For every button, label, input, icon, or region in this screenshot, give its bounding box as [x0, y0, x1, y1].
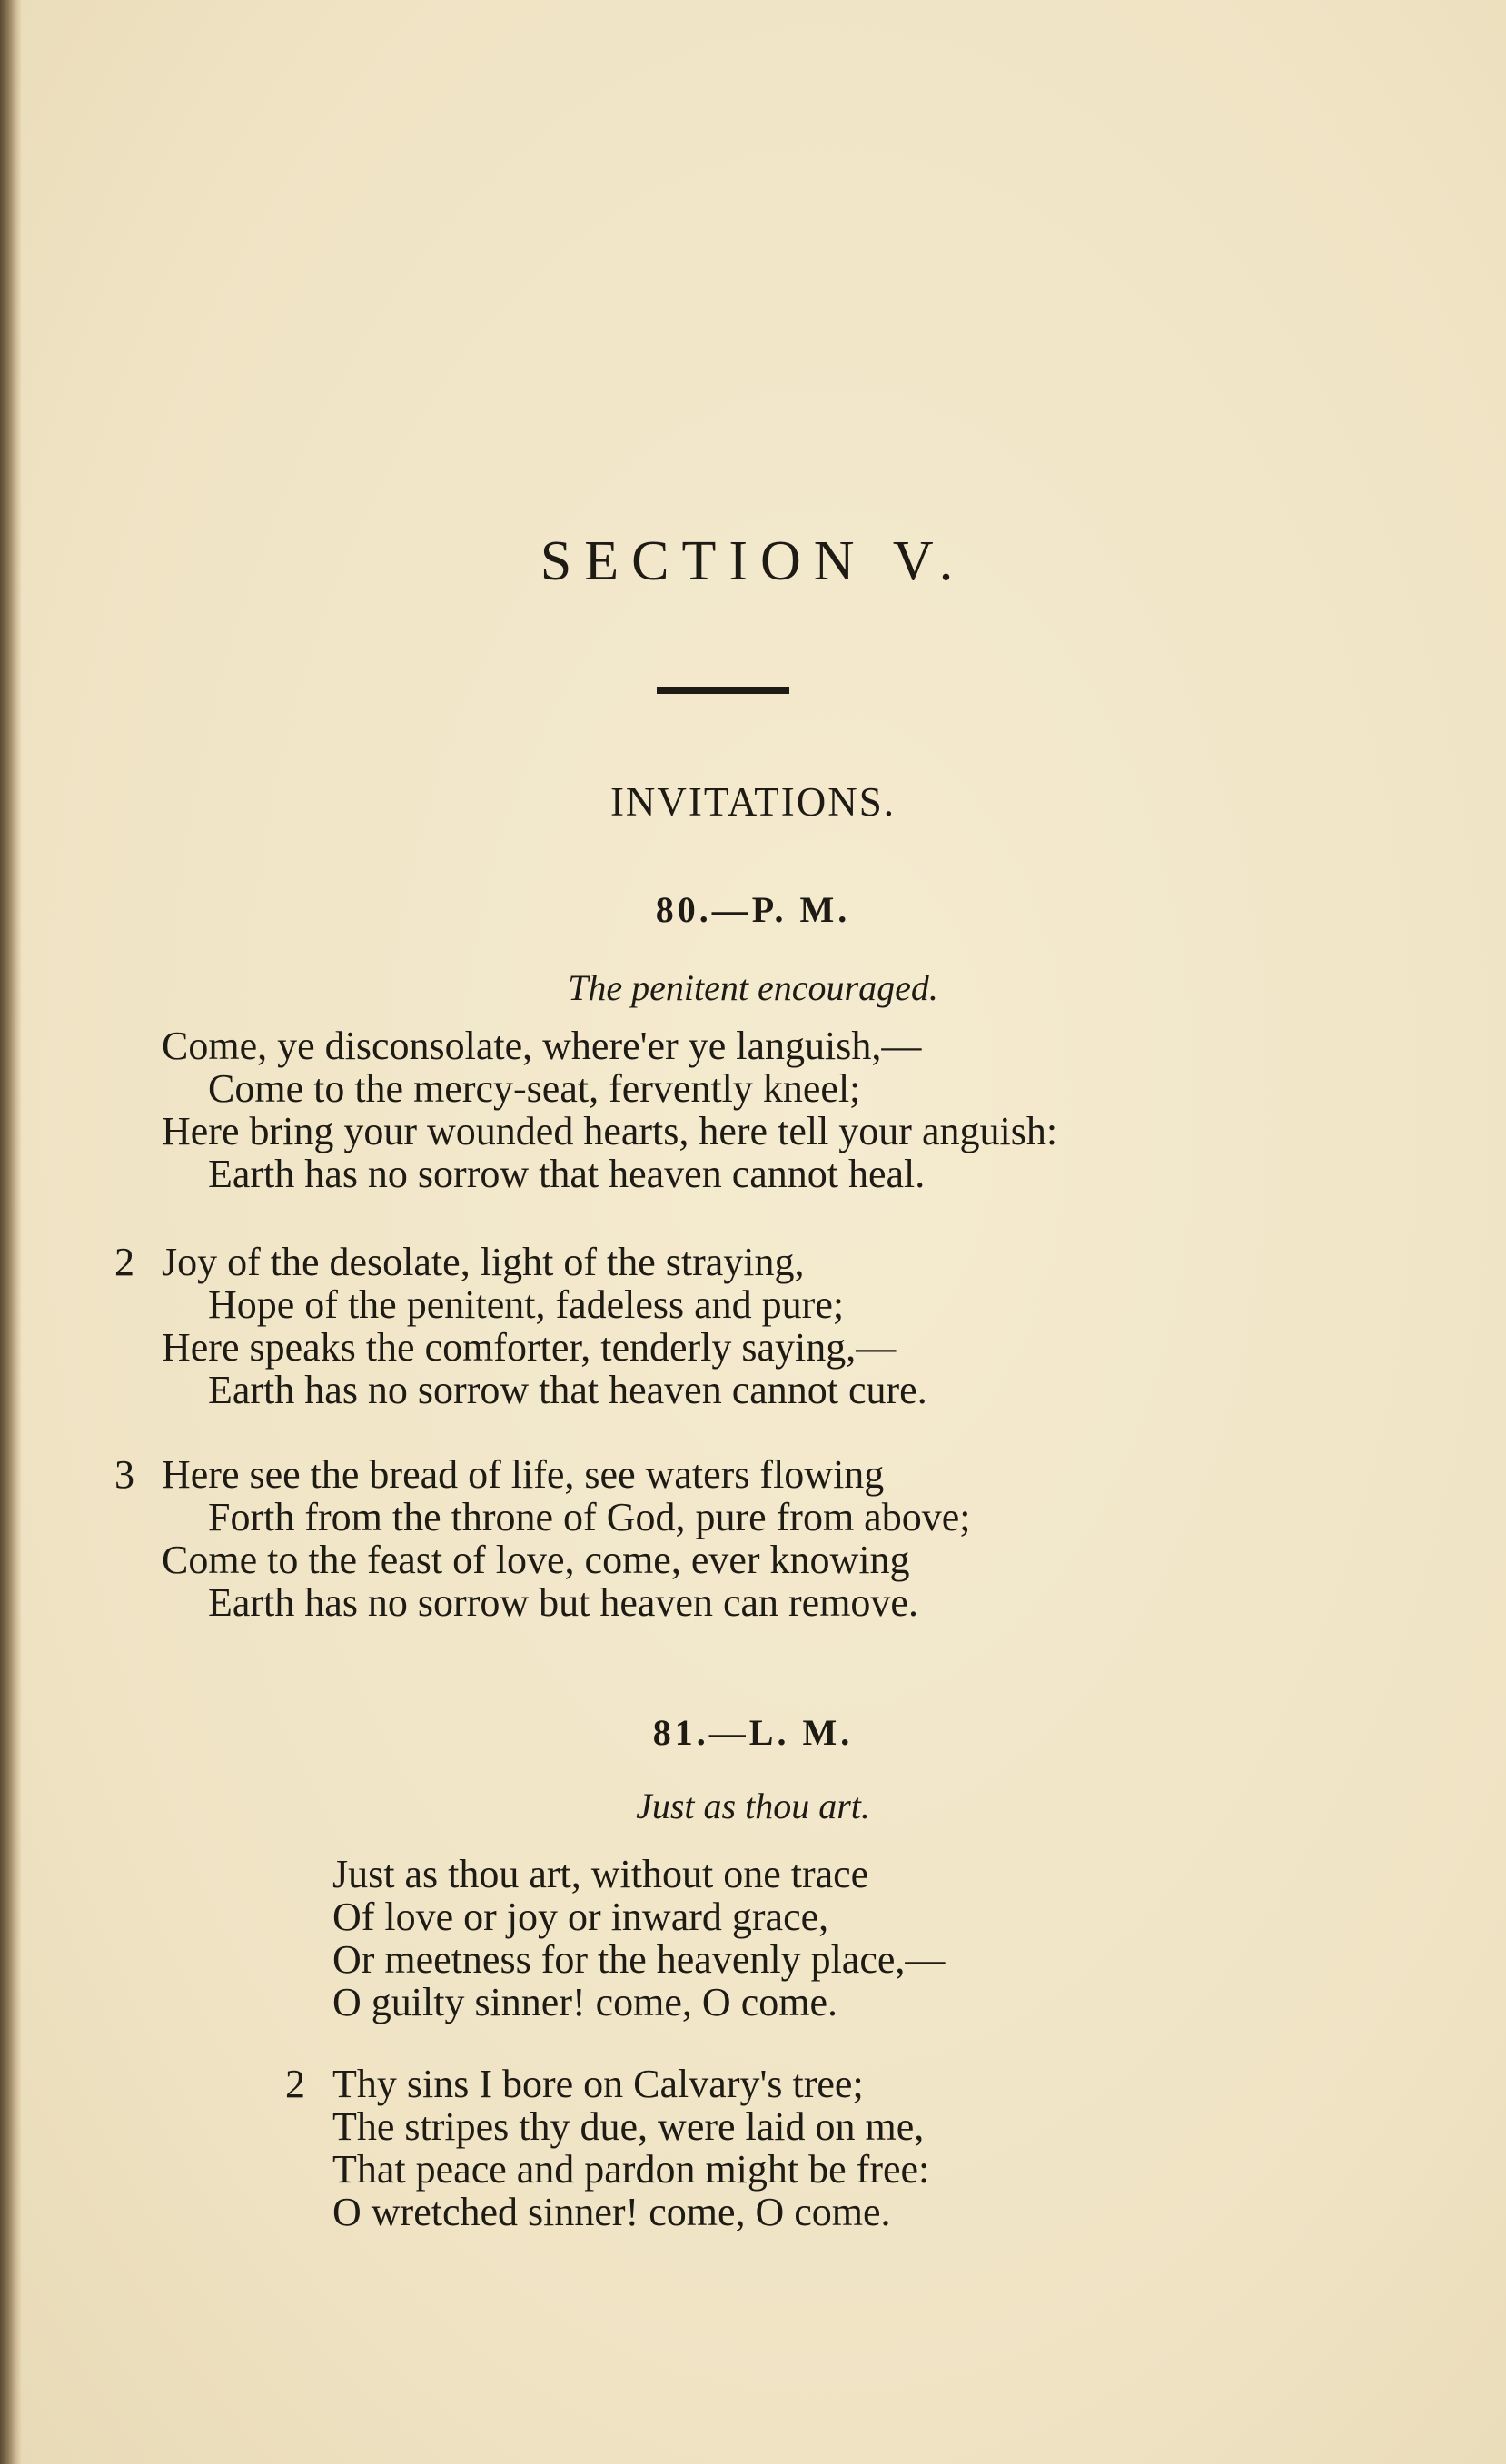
hymn-81-verse-1 — [332, 1853, 945, 2024]
hymn-80-caption: The penitent encouraged. — [568, 967, 938, 1008]
hymn-80-verse-2 — [162, 1241, 927, 1411]
verse-line: Come, ye disconsolate, where'er ye languish,— — [162, 1024, 922, 1068]
verse-line: Come to the feast of love, come, ever knowing — [162, 1538, 910, 1582]
verse-line: Thy sins I bore on Calvary's tree; — [332, 2062, 864, 2106]
verse-line: The stripes thy due, were laid on me, — [332, 2104, 925, 2149]
book-spine-edge — [0, 0, 22, 2464]
hymn-81-caption: Just as thou art. — [636, 1786, 870, 1826]
verse-line: Forth from the throne of God, pure from above; — [208, 1495, 971, 1539]
verse-line: Earth has no sorrow that heaven cannot heal. — [208, 1152, 926, 1196]
verse-line: That peace and pardon might be free: — [332, 2147, 930, 2192]
verse-line: Here speaks the comforter, tenderly saying,— — [162, 1325, 897, 1370]
section-subtitle: INVITATIONS. — [609, 779, 897, 825]
hymn-81-number: 81.—L. M. — [652, 1712, 854, 1753]
verse-line: Earth has no sorrow that heaven cannot cure. — [208, 1368, 927, 1412]
verse-line: Come to the mercy-seat, fervently kneel; — [208, 1066, 861, 1111]
section-divider-rule — [657, 687, 789, 694]
verse-line: Or meetness for the heavenly place,— — [332, 1937, 946, 1982]
verse-line: O guilty sinner! come, O come. — [332, 1980, 837, 2024]
hymn-80-verse-3 — [162, 1453, 970, 1624]
verse-line: Here see the bread of life, see waters flowing — [162, 1452, 885, 1497]
hymn-80-number: 80.—P. M. — [655, 889, 851, 930]
verse-line: Here bring your wounded hearts, here tell your anguish: — [162, 1109, 1058, 1153]
verse-line: Hope of the penitent, fadeless and pure; — [208, 1282, 845, 1327]
verse-line: Just as thou art, without one trace — [332, 1852, 869, 1896]
verse-line: Earth has no sorrow but heaven can remove. — [208, 1580, 918, 1625]
hymn-81-verse-2 — [332, 2063, 929, 2233]
hymn-81-verse-2-number: 2 — [285, 2062, 305, 2106]
verse-line: Of love or joy or inward grace, — [332, 1895, 829, 1939]
hymn-80-verse-1 — [162, 1024, 1057, 1195]
hymn-80-verse-3-number: 3 — [114, 1452, 134, 1497]
verse-line: O wretched sinner! come, O come. — [332, 2190, 891, 2234]
hymn-80-verse-2-number: 2 — [114, 1240, 134, 1284]
verse-line: Joy of the desolate, light of the straying, — [162, 1240, 805, 1284]
section-title: SECTION V. — [540, 530, 966, 592]
